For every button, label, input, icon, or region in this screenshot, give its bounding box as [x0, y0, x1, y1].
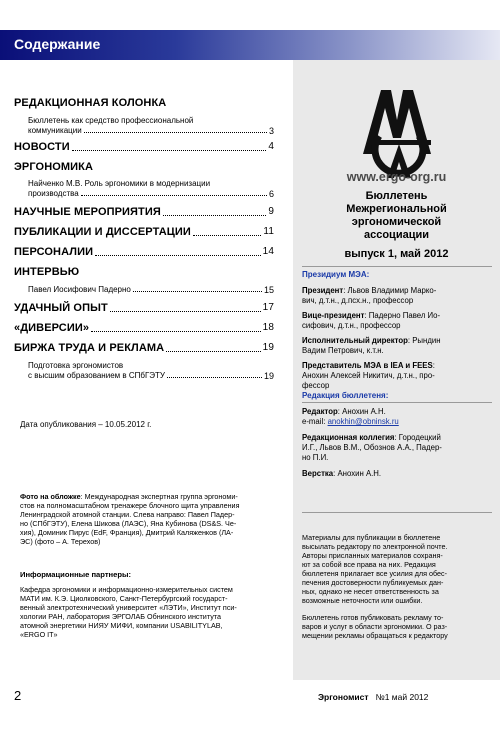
toc-interview[interactable]: ИНТЕРВЬЮ [14, 266, 80, 278]
partners-text: Кафедра эргономики и информационно-измерительных систем МАТИ им. К.Э. Циолковского, Санкт-Петербургский государст- венный электротехнический университет «ЛЭТИ», Институт пси- хологии РАН, лаборатория ЭРГОЛАБ Обнинского института атомной энергетики НИЯУ МИФИ, компании USABILITYLAB, «ERGO IT» [20, 585, 237, 639]
divider [302, 402, 492, 403]
site-url[interactable]: www.ergo-org.ru [346, 170, 447, 184]
toc-editorial-item[interactable]: Бюллетень как средство профессиональной коммуникации 3 [28, 116, 274, 136]
toc-experience[interactable]: УДАЧНЫЙ ОПЫТ 17 [14, 302, 274, 314]
toc-editorial[interactable]: РЕДАКЦИОННАЯ КОЛОНКА [14, 97, 167, 109]
presidium-title: Президиум МЭА: [302, 270, 370, 279]
editorial-title: Редакция бюллетеня: [302, 391, 389, 400]
table-of-contents [14, 96, 274, 381]
president: Президент: Львов Владимир Марко- вич, д.т.н., д.псх.н., профессор [302, 286, 437, 305]
toc-news[interactable]: НОВОСТИ 4 [14, 141, 274, 153]
footer-journal: Эргономист №1 май 2012 [318, 692, 429, 702]
advertising-note: Бюллетень готов публиковать рекламу то- варов и услуг в области эргономики. О раз- мещении рекламы обращаться к редактору [302, 613, 448, 640]
editor-email-link[interactable]: anokhin@obninsk.ru [327, 417, 399, 426]
toc-diversions[interactable]: «ДИВЕРСИИ» 18 [14, 322, 274, 334]
page-title: Содержание [14, 36, 101, 52]
toc-ergonomics[interactable]: ЭРГОНОМИКА [14, 161, 94, 173]
header-banner [0, 30, 500, 60]
mea-logo-icon [357, 80, 441, 184]
executive-director: Исполнительный директор: Рындин Вадим Петрович, к.т.н. [302, 336, 441, 355]
toc-events[interactable]: НАУЧНЫЕ МЕРОПРИЯТИЯ 9 [14, 206, 274, 218]
editor: Редактор: Анохин А.Н. e-mail: anokhin@obninsk.ru [302, 407, 399, 426]
partners-title: Информационные партнеры: [20, 570, 132, 579]
toc-interview-item[interactable]: Павел Иосифович Падерно 15 [28, 285, 274, 295]
toc-personalia[interactable]: ПЕРСОНАЛИИ 14 [14, 246, 274, 258]
editorial-board: Редакционная коллегия: Городецкий И.Г., Львов В.М., Обознов А.А., Падер- но П.И. [302, 433, 442, 462]
toc-ergonomics-item[interactable]: Найченко М.В. Роль эргономики в модернизации производства 6 [28, 179, 274, 199]
toc-publications[interactable]: ПУБЛИКАЦИИ И ДИССЕРТАЦИИ 11 [14, 226, 274, 238]
info-sidebar [293, 60, 500, 680]
submission-note: Материалы для публикации в бюллетене высылать редактору по электронной почте. Авторы присланных материалов сохраня- ют за собой все права на них. Редакция бюллетеня прилагает все усилия для обес- печения достоверности публикуемых дан- ных, однако не несет ответственность за возможные неточности или ошибки. [302, 533, 448, 605]
iea-representative: Представитель МЭА в IEA и FEES: Анохин Алексей Никитич, д.т.н., про- фессор [302, 361, 435, 390]
divider [302, 266, 492, 267]
cover-caption: Фото на обложке: Международная экспертная группа эргономи- стов на полномасштабном тренажере блочного щита управления Ленинградской атомной станции. Слева направо: Павел Падер- но (СПбГЭТУ), Елена Шикова (ЛАЭС), Яна Кубинова (DS&S. Че- хия), Доминик Пирус (EdF, Франция), Дмитрий Каляженков (ЛА- ЭС) (фото – А. Терехов) [20, 492, 240, 546]
publication-date: Дата опубликования – 10.05.2012 г. [20, 420, 152, 429]
layout-credit: Верстка: Анохин А.Н. [302, 469, 382, 478]
page-number: 2 [14, 688, 22, 703]
bulletin-title: Бюллетень Межрегиональной эргономической ассоциации [346, 190, 447, 241]
divider [302, 512, 492, 513]
bulletin-issue: выпуск 1, май 2012 [344, 248, 449, 260]
toc-exchange-item[interactable]: Подготовка эргономистов с высшим образованием в СПбГЭТУ 19 [28, 361, 274, 381]
toc-exchange[interactable]: БИРЖА ТРУДА И РЕКЛАМА 19 [14, 342, 274, 354]
vice-president: Вице-президент: Падерно Павел Ио- сифович, д.т.н., профессор [302, 311, 441, 330]
